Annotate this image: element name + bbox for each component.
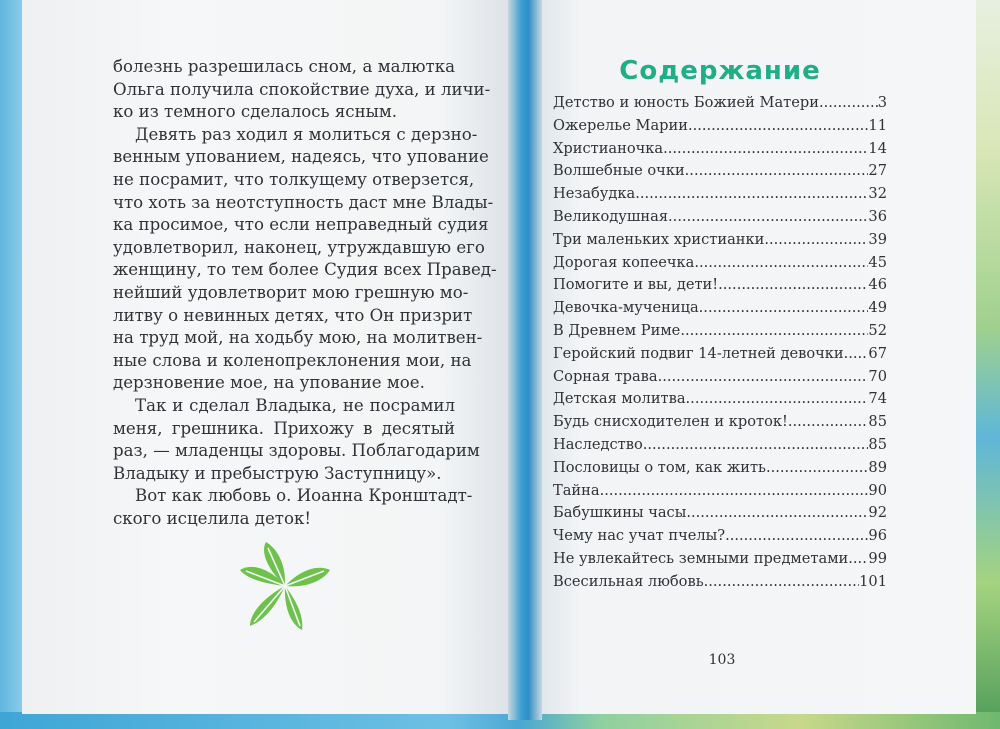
toc-entry-page: 46 [868,276,887,294]
text-line: Так и сделал Владыка, не посрамил [135,395,455,415]
text-line: ского исцелила деток! [113,508,312,528]
toc-entry [553,252,887,275]
text-line: венным упованием, надеясь, что упование [113,147,489,167]
text-line: ка просимое, что если неправедный судия [113,215,489,235]
toc-title: Содержание [619,56,821,86]
toc-leader-dots [788,411,869,434]
toc-entry-page: 3 [877,94,887,111]
toc-entry [553,525,887,548]
text-line: женщину, то тем более Судия всех Правед- [113,260,497,280]
toc-leader-dots [686,502,868,525]
text-line: ко из темного сделалось ясным. [113,102,398,122]
toc-entry-page: 32 [868,185,887,203]
toc-entry-title: Великодушная [553,207,669,225]
toc-entry-title: Ожерелье Марии [553,116,688,134]
toc-leader-dots [819,92,878,115]
toc-leader-dots [668,206,868,229]
toc-leader-dots [686,388,869,411]
toc-entry-page: 27 [868,162,887,180]
toc-entry [553,320,887,343]
text-line: болезнь разрешилась сном, а малютка [113,57,455,76]
text-line: удовлетворил, наконец, утруждавшую его [113,237,485,257]
toc-entry [553,92,887,115]
toc-entry-page: 45 [868,253,887,271]
left-page-body-text [113,56,497,530]
toc-entry-page: 39 [868,230,887,248]
toc-entry-title: Геройский подвиг 14-летней девочки [553,344,844,362]
text-line: меня, грешника. Прихожу в десятый [113,418,455,438]
toc-leader-dots [658,366,869,389]
text-line: на труд мой, на ходьбу мою, на молитвен- [113,328,483,348]
toc-entry [553,411,887,434]
toc-entry [553,160,887,183]
toc-leader-dots [688,115,868,138]
toc-entry [553,206,887,229]
toc-entry-page: 36 [868,207,887,225]
toc-entry-page: 85 [868,413,887,431]
toc-leader-dots [766,457,868,480]
toc-entry-title: Будь снисходителен и кроток! [553,413,788,431]
toc-entry [553,297,887,320]
toc-entry [553,343,887,366]
toc-leader-dots [643,434,869,457]
toc-entry-page: 67 [868,344,887,362]
toc-entry-page: 14 [868,139,887,157]
toc-entry-title: Незабудка [553,185,636,203]
toc-entry-page: 49 [868,299,887,317]
toc-leader-dots [635,183,868,206]
toc-entry-page: 70 [868,367,887,385]
toc-entry-title: Детство и юность Божией Матери [553,94,819,111]
book-cover-right-edge [972,0,1000,729]
toc-entry-page: 85 [868,435,887,453]
toc-entry-title: Тайна [553,481,600,499]
toc-entry [553,457,887,480]
text-line: Владыку и пребыструю Заступницу». [113,463,442,483]
toc-leader-dots [848,548,868,571]
toc-leader-dots [600,480,869,503]
toc-entry-title: Помогите и вы, дети! [553,276,719,294]
toc-entry [553,502,887,525]
toc-entry [553,274,887,297]
text-line: Вот как любовь о. Иоанна Кронштадт- [135,486,473,506]
leaf-ornament-icon [238,540,333,632]
toc-entry-page: 96 [868,527,887,545]
text-line: литву о невинных детях, что Он призрит [113,305,473,325]
toc-entry-page: 52 [868,321,887,339]
toc-entry-title: В Древнем Риме [553,321,681,339]
toc-entry [553,388,887,411]
toc-entry [553,229,887,252]
toc-leader-dots [694,252,868,275]
toc-entry-page: 101 [859,572,887,590]
toc-entry-title: Три маленьких христианки [553,230,765,248]
toc-entry [553,115,887,138]
toc-entry-page: 11 [868,116,887,134]
toc-entry-title: Девочка-мученица [553,299,699,317]
toc-leader-dots [685,160,869,183]
toc-leader-dots [663,138,868,161]
toc-leader-dots [680,320,868,343]
page-number: 103 [708,652,736,668]
toc-entry [553,571,887,594]
toc-leader-dots [764,229,868,252]
text-line: нейший удовлетворит мою грешную мо- [113,282,469,302]
toc-entry-title: Чему нас учат пчелы? [553,527,726,545]
text-line: дерзновение мое, на упование мое. [113,373,425,393]
toc-entry-title: Пословицы о том, как жить [553,458,766,476]
text-line: что хоть за неотступность даст мне Влады- [113,192,494,212]
text-line: раз, — младенцы здоровы. Поблагодарим [113,441,480,461]
toc-entry [553,366,887,389]
toc-entry-title: Сорная трава [553,367,658,385]
toc-entry-title: Дорогая копеечка [553,253,695,271]
toc-entry-title: Всесильная любовь [553,572,704,590]
toc-leader-dots [725,525,868,548]
text-line: ные слова и коленопреклонения мои, на [113,350,472,370]
toc-entry [553,548,887,571]
toc-entry-page: 90 [868,481,887,499]
table-of-contents [553,92,887,594]
toc-leader-dots [704,571,860,594]
toc-entry-page: 92 [868,504,887,522]
text-line: Ольга получила спокойствие духа, и личи- [113,79,491,99]
text-line: не посрамит, что толкущему отверзется, [113,169,475,189]
book-cover-bottom-edge [0,712,1000,729]
toc-entry [553,138,887,161]
toc-entry-page: 74 [868,390,887,408]
toc-leader-dots [718,274,868,297]
toc-entry-page: 99 [868,549,887,567]
toc-entry [553,183,887,206]
toc-entry-title: Христианочка [553,139,664,157]
book-spine [508,0,542,720]
toc-entry [553,480,887,503]
toc-entry-title: Не увлекайтесь земными предметами [553,549,849,567]
text-line: Девять раз ходил я молиться с дерзно- [135,124,478,144]
toc-entry-title: Бабушкины часы [553,504,687,522]
toc-entry [553,434,887,457]
toc-entry-title: Детская молитва [553,390,686,408]
toc-entry-title: Волшебные очки [553,162,685,180]
toc-leader-dots [844,343,869,366]
toc-entry-title: Наследство [553,435,643,453]
toc-leader-dots [699,297,869,320]
toc-entry-page: 89 [868,458,887,476]
